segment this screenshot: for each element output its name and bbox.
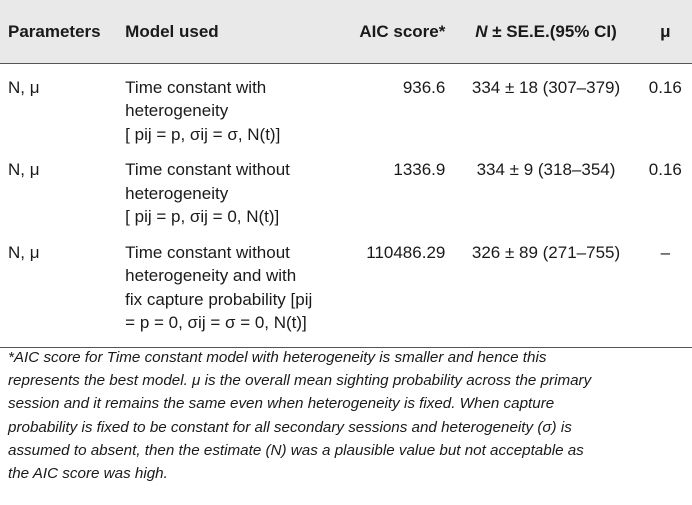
cell-mu: 0.16 xyxy=(648,77,682,97)
cell-parameters: N, μ xyxy=(0,229,125,348)
model-line: = p = 0, σij = σ = 0, N(t)] xyxy=(125,313,307,332)
cell-aic: 936.6 xyxy=(402,77,446,97)
model-line: [ pij = p, σij = σ, N(t)] xyxy=(125,124,281,144)
footnote-line: represents the best model. μ is the overall mean sighting probability across the primary xyxy=(8,372,592,390)
model-line: [ pij = p, σij = 0, N(t)] xyxy=(125,207,280,226)
cell-aic: 1336.9 xyxy=(393,160,446,179)
model-line: Time constant without xyxy=(125,242,290,262)
model-line: Time constant with xyxy=(125,77,267,97)
cell-parameters: N, μ xyxy=(8,77,40,97)
cell-n-estimate: 326 ± 89 (271–755) xyxy=(453,229,638,348)
footnote-line: session and it remains the same even when heterogeneity is fixed. When capture xyxy=(8,395,555,413)
cell-model xyxy=(125,146,336,229)
cell-mu: – xyxy=(639,229,692,348)
header-n-symbol: N xyxy=(475,21,488,41)
header-mu: μ xyxy=(639,0,692,63)
footnote-line: assumed to absent, then the estimate (N) was a plausible value but not acceptable as xyxy=(8,441,584,459)
header-n-rest: ± SE.E.(95% CI) xyxy=(487,21,617,41)
footnote-line: probability is fixed to be constant for all secondary sessions and heterogeneity (σ) is xyxy=(8,418,572,436)
cell-parameters: N, μ xyxy=(8,160,40,179)
table-footnote xyxy=(8,346,688,485)
model-line: heterogeneity xyxy=(125,183,229,203)
cell-n-estimate: 334 ± 9 (318–354) xyxy=(476,160,616,179)
footnote-line: *AIC score for Time constant model with heterogeneity is smaller and hence this xyxy=(8,349,547,366)
model-line: fix capture probability [pij xyxy=(125,289,313,309)
footnote-line: the AIC score was high. xyxy=(8,465,168,483)
cell-mu: 0.16 xyxy=(648,160,682,179)
header-parameters: Parameters xyxy=(0,0,125,63)
table-row xyxy=(0,146,692,229)
model-line: heterogeneity and with xyxy=(125,266,297,285)
cell-model xyxy=(125,229,336,348)
table-header-row xyxy=(0,0,692,63)
table-row xyxy=(0,63,692,146)
cell-aic: 110486.29 xyxy=(336,229,453,348)
header-n-estimate xyxy=(453,0,638,63)
cell-model xyxy=(125,63,336,146)
model-line: Time constant without xyxy=(125,160,290,179)
table-row xyxy=(0,229,692,348)
header-model-used: Model used xyxy=(125,0,336,63)
header-aic-score: AIC score* xyxy=(336,0,453,63)
cell-n-estimate: 334 ± 18 (307–379) xyxy=(471,77,621,97)
model-line: heterogeneity xyxy=(125,101,229,120)
